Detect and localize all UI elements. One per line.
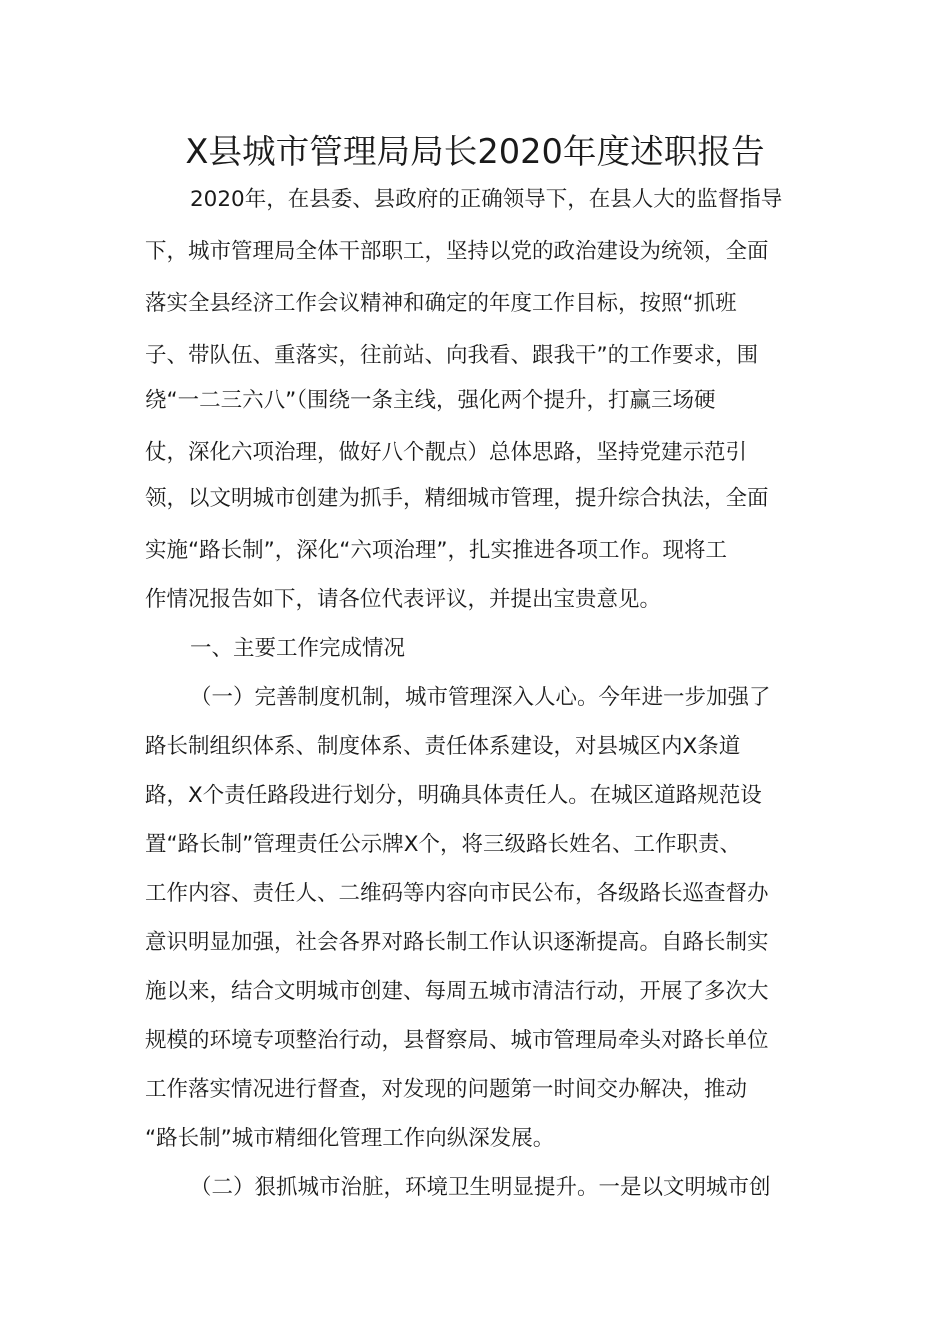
paragraph-line: 规模的环境专项整治行动，县督察局、城市管理局牵头对路长单位 xyxy=(145,1028,769,1053)
paragraph-line: 工作内容、责任人、二维码等内容向市民公布，各级路长巡查督办 xyxy=(145,881,769,906)
paragraph-line: 子、带队伍、重落实，往前站、向我看、跟我干”的工作要求，围 xyxy=(145,343,759,368)
paragraph-line: 绕“一二三六八”（围绕一条主线，强化两个提升，打赢三场硬 xyxy=(145,388,716,413)
document-title: X县城市管理局局长2020年度述职报告 xyxy=(185,132,765,171)
paragraph-line: （二）狠抓城市治脏，环境卫生明显提升。一是以文明城市创 xyxy=(190,1175,771,1200)
paragraph-line: “路长制”城市精细化管理工作向纵深发展。 xyxy=(145,1126,555,1151)
paragraph-line: 实施“路长制”，深化“六项治理”，扎实推进各项工作。现将工 xyxy=(145,538,728,563)
paragraph-line: 作情况报告如下，请各位代表评议，并提出宝贵意见。 xyxy=(145,587,662,612)
paragraph-line: 落实全县经济工作会议精神和确定的年度工作目标，按照“抓班 xyxy=(145,291,737,316)
paragraph-line: 2020年，在县委、县政府的正确领导下，在县人大的监督指导 xyxy=(190,187,783,212)
paragraph-line: 工作落实情况进行督查，对发现的问题第一时间交办解决，推动 xyxy=(145,1077,748,1102)
paragraph-line: 路长制组织体系、制度体系、责任体系建设，对县城区内X条道 xyxy=(145,734,741,759)
paragraph-line: 下，城市管理局全体干部职工，坚持以党的政治建设为统领，全面 xyxy=(145,239,769,264)
section-heading: 一、主要工作完成情况 xyxy=(190,636,406,661)
paragraph-line: 意识明显加强，社会各界对路长制工作认识逐渐提高。自路长制实 xyxy=(145,930,769,955)
paragraph-line: 置“路长制”管理责任公示牌X个，将三级路长姓名、工作职责、 xyxy=(145,832,742,857)
paragraph-line: 路，X个责任路段进行划分，明确具体责任人。在城区道路规范设 xyxy=(145,783,762,808)
paragraph-line: （一）完善制度机制，城市管理深入人心。今年进一步加强了 xyxy=(190,685,771,710)
paragraph-line: 领，以文明城市创建为抓手，精细城市管理，提升综合执法，全面 xyxy=(145,486,769,511)
paragraph-line: 仗，深化六项治理，做好八个靓点）总体思路，坚持党建示范引 xyxy=(145,440,748,465)
paragraph-line: 施以来，结合文明城市创建、每周五城市清洁行动，开展了多次大 xyxy=(145,979,769,1004)
